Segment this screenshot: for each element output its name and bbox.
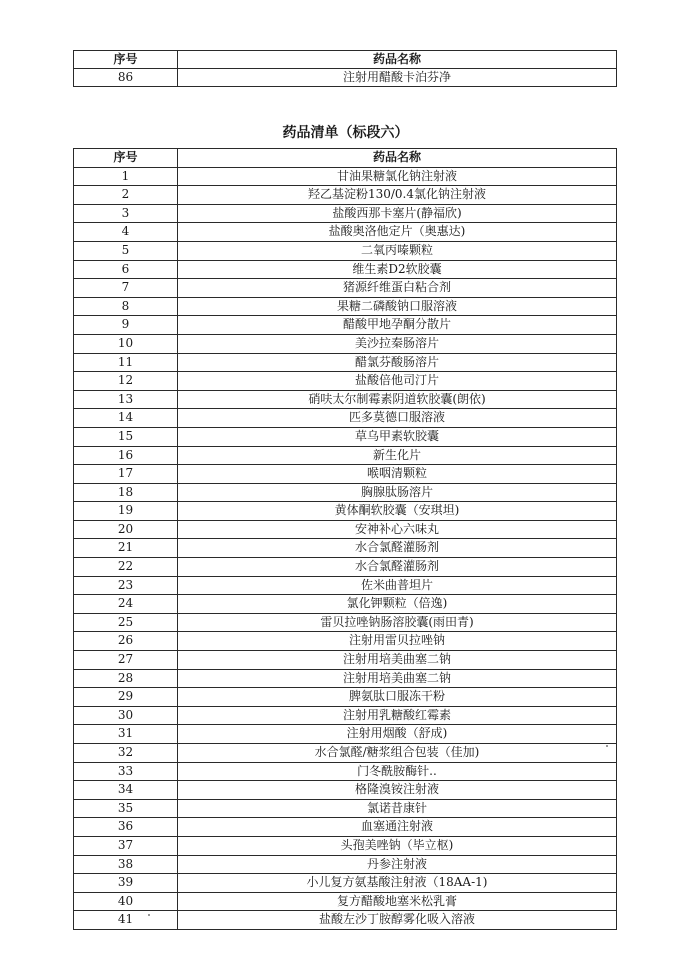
- cell-serial-number: 27: [74, 651, 178, 670]
- cell-serial-number: 36: [74, 818, 178, 837]
- cell-drug-name: 格隆溴铵注射液: [178, 781, 617, 800]
- table-row: [74, 558, 617, 577]
- table-row: [74, 204, 617, 223]
- cell-serial-number: 86: [74, 69, 178, 87]
- cell-drug-name: 脾氨肽口服冻干粉: [178, 688, 617, 707]
- table-row: [74, 353, 617, 372]
- cell-drug-name: 果糖二磷酸钠口服溶液: [178, 297, 617, 316]
- cell-drug-name: 注射用培美曲塞二钠: [178, 669, 617, 688]
- scan-speck: [606, 745, 608, 747]
- table-row: [74, 465, 617, 484]
- cell-drug-name: 甘油果糖氯化钠注射液: [178, 167, 617, 186]
- table-row: [74, 706, 617, 725]
- cell-serial-number: 23: [74, 576, 178, 595]
- cell-drug-name: 头孢美唑钠（毕立枢): [178, 836, 617, 855]
- table-row: [74, 799, 617, 818]
- table-header-row: [74, 149, 617, 168]
- cell-serial-number: 31: [74, 725, 178, 744]
- cell-drug-name: 血塞通注射液: [178, 818, 617, 837]
- cell-serial-number: 6: [74, 260, 178, 279]
- cell-serial-number: 1: [74, 167, 178, 186]
- cell-serial-number: 39: [74, 874, 178, 893]
- cell-serial-number: 22: [74, 558, 178, 577]
- cell-drug-name: 氯化钾颗粒（倍逸): [178, 595, 617, 614]
- cell-drug-name: 雷贝拉唑钠肠溶胶囊(雨田青): [178, 613, 617, 632]
- table-row: [74, 688, 617, 707]
- table-row: [74, 818, 617, 837]
- cell-serial-number: 21: [74, 539, 178, 558]
- cell-serial-number: 28: [74, 669, 178, 688]
- cell-serial-number: 14: [74, 409, 178, 428]
- table-row: [74, 167, 617, 186]
- cell-drug-name: 二氧丙嗪颗粒: [178, 241, 617, 260]
- drug-list-table-section-6: [73, 148, 617, 930]
- cell-serial-number: 34: [74, 781, 178, 800]
- cell-drug-name: 注射用烟酸（舒成): [178, 725, 617, 744]
- table-row: [74, 669, 617, 688]
- cell-drug-name: 安神补心六味丸: [178, 520, 617, 539]
- table-row: [74, 576, 617, 595]
- table-row: [74, 911, 617, 930]
- column-header-drug-name: 药品名称: [178, 51, 617, 69]
- cell-drug-name: 匹多莫德口服溶液: [178, 409, 617, 428]
- table-row: [74, 725, 617, 744]
- cell-drug-name: 水合氯醛/糖浆组合包装（佳加): [178, 744, 617, 763]
- cell-drug-name: 胸腺肽肠溶片: [178, 483, 617, 502]
- cell-drug-name: 醋酸甲地孕酮分散片: [178, 316, 617, 335]
- cell-drug-name: 盐酸西那卡塞片(静福欣): [178, 204, 617, 223]
- cell-serial-number: 17: [74, 465, 178, 484]
- cell-serial-number: 8: [74, 297, 178, 316]
- cell-drug-name: 醋氯芬酸肠溶片: [178, 353, 617, 372]
- cell-serial-number: 10: [74, 334, 178, 353]
- cell-drug-name: 注射用雷贝拉唑钠: [178, 632, 617, 651]
- table-row: [74, 446, 617, 465]
- cell-drug-name: 门冬酰胺酶针..: [178, 762, 617, 781]
- column-header-serial-number: 序号: [74, 149, 178, 168]
- table-row: [74, 241, 617, 260]
- table-row: [74, 595, 617, 614]
- table-row: [74, 390, 617, 409]
- cell-drug-name: 注射用培美曲塞二钠: [178, 651, 617, 670]
- continued-drug-table: [73, 50, 617, 87]
- cell-serial-number: 5: [74, 241, 178, 260]
- table-row: [74, 520, 617, 539]
- column-header-drug-name: 药品名称: [178, 149, 617, 168]
- cell-serial-number: 33: [74, 762, 178, 781]
- cell-drug-name: 注射用醋酸卡泊芬净: [178, 69, 617, 87]
- table-row: [74, 297, 617, 316]
- table-row: [74, 762, 617, 781]
- cell-serial-number: 12: [74, 372, 178, 391]
- cell-drug-name: 美沙拉秦肠溶片: [178, 334, 617, 353]
- cell-serial-number: 19: [74, 502, 178, 521]
- table-row: [74, 781, 617, 800]
- cell-serial-number: 29: [74, 688, 178, 707]
- cell-drug-name: 丹参注射液: [178, 855, 617, 874]
- cell-drug-name: 佐米曲普坦片: [178, 576, 617, 595]
- cell-drug-name: 硝呋太尔制霉素阴道软胶囊(朗依): [178, 390, 617, 409]
- cell-serial-number: 15: [74, 427, 178, 446]
- cell-serial-number: 20: [74, 520, 178, 539]
- cell-serial-number: 13: [74, 390, 178, 409]
- table-row: [74, 334, 617, 353]
- table-row: [74, 69, 617, 87]
- cell-serial-number: 4: [74, 223, 178, 242]
- table-row: [74, 483, 617, 502]
- table-row: [74, 539, 617, 558]
- cell-serial-number: 7: [74, 279, 178, 298]
- table-row: [74, 372, 617, 391]
- table-row: [74, 223, 617, 242]
- cell-drug-name: 水合氯醛灌肠剂: [178, 539, 617, 558]
- table-row: [74, 427, 617, 446]
- table-row: [74, 744, 617, 763]
- cell-serial-number: 16: [74, 446, 178, 465]
- cell-serial-number: 25: [74, 613, 178, 632]
- cell-serial-number: 18: [74, 483, 178, 502]
- cell-serial-number: 2: [74, 186, 178, 205]
- cell-drug-name: 复方醋酸地塞米松乳膏: [178, 892, 617, 911]
- cell-serial-number: 26: [74, 632, 178, 651]
- cell-drug-name: 草乌甲素软胶囊: [178, 427, 617, 446]
- cell-drug-name: 盐酸左沙丁胺醇雾化吸入溶液: [178, 911, 617, 930]
- table-row: [74, 874, 617, 893]
- cell-serial-number: 32: [74, 744, 178, 763]
- cell-drug-name: 盐酸奥洛他定片（奥惠达): [178, 223, 617, 242]
- table-row: [74, 502, 617, 521]
- cell-drug-name: 氯诺昔康针: [178, 799, 617, 818]
- column-header-serial-number: 序号: [74, 51, 178, 69]
- table-row: [74, 260, 617, 279]
- cell-drug-name: 小儿复方氨基酸注射液（18AA-1): [178, 874, 617, 893]
- table-row: [74, 316, 617, 335]
- table-row: [74, 279, 617, 298]
- cell-drug-name: 新生化片: [178, 446, 617, 465]
- cell-drug-name: 注射用乳糖酸红霉素: [178, 706, 617, 725]
- table-row: [74, 651, 617, 670]
- cell-serial-number: 37: [74, 836, 178, 855]
- cell-serial-number: 3: [74, 204, 178, 223]
- cell-serial-number: 30: [74, 706, 178, 725]
- table-row: [74, 632, 617, 651]
- table-row: [74, 836, 617, 855]
- table-row: [74, 186, 617, 205]
- cell-drug-name: 盐酸倍他司汀片: [178, 372, 617, 391]
- section-title: 药品清单（标段六）: [282, 125, 409, 141]
- cell-drug-name: 黄体酮软胶囊（安琪坦): [178, 502, 617, 521]
- cell-drug-name: 水合氯醛灌肠剂: [178, 558, 617, 577]
- cell-serial-number: 41: [74, 911, 178, 930]
- cell-serial-number: 38: [74, 855, 178, 874]
- cell-drug-name: 猪源纤维蛋白粘合剂: [178, 279, 617, 298]
- table-row: [74, 613, 617, 632]
- table-row: [74, 409, 617, 428]
- cell-serial-number: 24: [74, 595, 178, 614]
- cell-drug-name: 羟乙基淀粉130/0.4氯化钠注射液: [178, 186, 617, 205]
- table-row: [74, 855, 617, 874]
- cell-drug-name: 维生素D2软胶囊: [178, 260, 617, 279]
- cell-serial-number: 40: [74, 892, 178, 911]
- cell-drug-name: 喉咽清颗粒: [178, 465, 617, 484]
- table-row: [74, 892, 617, 911]
- cell-serial-number: 35: [74, 799, 178, 818]
- cell-serial-number: 9: [74, 316, 178, 335]
- table-header-row: [74, 51, 617, 69]
- cell-serial-number: 11: [74, 353, 178, 372]
- scan-speck: [148, 914, 150, 916]
